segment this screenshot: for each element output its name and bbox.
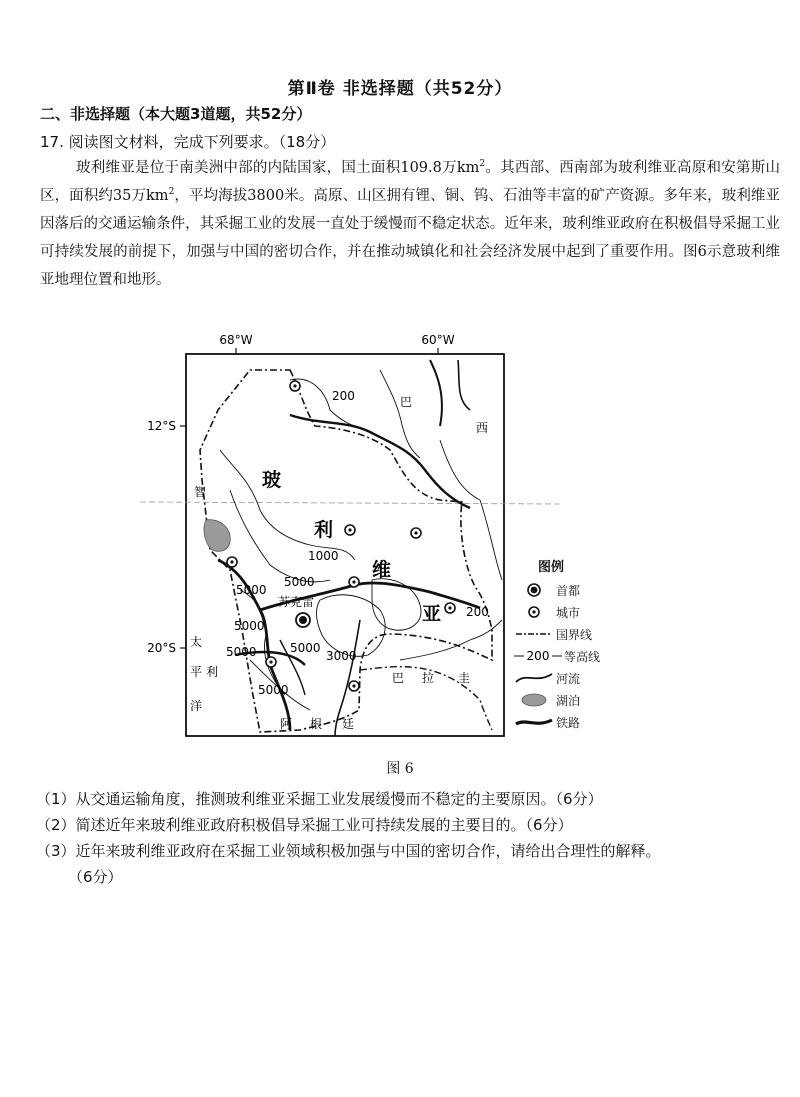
legend-label-river: 河流 (556, 671, 581, 686)
contour-label-2: 1000 (308, 549, 339, 563)
section-heading: 二、非选择题（本大题3道题，共52分） (40, 105, 312, 123)
contour-line-icon (512, 646, 564, 666)
sub-question-1: （1）从交通运输角度，推测玻利维亚采掘工业发展缓慢而不稳定的主要原因。（6分） (36, 790, 603, 808)
legend-row-railway (512, 711, 642, 733)
lat-12s: 12°S (147, 419, 176, 433)
chile-char-1: 智 (194, 485, 207, 499)
lon-60w: 60°W (421, 333, 455, 347)
contour-label-9: 5000 (258, 683, 289, 697)
river-icon (512, 668, 556, 688)
contour-label-3: 5000 (284, 575, 315, 589)
paraguay-char-3: 圭 (458, 671, 471, 685)
map-legend (512, 556, 642, 733)
question-stem: 17. 阅读图文材料，完成下列要求。（18分） (40, 133, 336, 151)
material-paragraph (40, 154, 780, 294)
superscript-1: 2 (479, 159, 486, 170)
contour-label-1: 200 (332, 389, 355, 403)
sub-question-3: （3）近年来玻利维亚政府在采掘工业领域积极加强与中国的密切合作，请给出合理性的解释。 (36, 842, 661, 860)
river-northeast (430, 360, 442, 426)
legend-title: 图例 (538, 560, 565, 575)
lake-icon (512, 690, 556, 710)
part-title: 第Ⅱ卷 非选择题（共52分） (287, 79, 513, 99)
argentina-char-1: 阿 (280, 717, 293, 731)
paraguay-char-2: 拉 (422, 671, 435, 685)
legend-row-capital (512, 579, 642, 601)
country-char-4: 亚 (422, 603, 442, 625)
legend-row-border (512, 623, 642, 645)
contour-1000 (220, 450, 355, 560)
contour-label-7: 5000 (290, 641, 321, 655)
para-text-2: 。其西部、西南部为玻利维亚高原和安第斯山区，面积约35万km (40, 160, 781, 204)
contour-label-4: 5000 (236, 583, 267, 597)
city-markers (227, 381, 455, 691)
country-char-2: 利 (314, 519, 334, 541)
legend-row-river (512, 667, 642, 689)
para-text-1: 玻利维亚是位于南美洲中部的内陆国家，国土面积109.8万km (76, 160, 480, 176)
map-frame (186, 354, 504, 736)
river-ne2 (458, 360, 470, 410)
contour-label-5: 5000 (234, 619, 265, 633)
legend-label-railway: 铁路 (556, 715, 581, 730)
sub-question-3-score: （6分） (68, 868, 123, 886)
country-char-1: 玻 (262, 469, 282, 491)
legend-label-contour: 等高线 (564, 649, 601, 664)
paraguay-char-1: 巴 (392, 671, 405, 685)
contour-north-2 (380, 370, 420, 458)
argentina-char-2: 根 (310, 717, 323, 731)
pacific-char-3: 洋 (190, 699, 203, 713)
sub-question-2: （2）简述近年来玻利维亚政府积极倡导采掘工业可持续发展的主要目的。（6分） (36, 816, 573, 834)
legend-label-city: 城市 (556, 605, 581, 620)
sub-questions (36, 786, 786, 890)
contour-label-6: 5000 (226, 645, 257, 659)
country-char-3: 维 (372, 559, 392, 581)
brazil-char-1: 巴 (400, 395, 413, 409)
legend-contour-value: 200 (526, 649, 550, 663)
legend-label-capital: 首都 (556, 583, 581, 598)
capital-icon (512, 580, 556, 600)
para-text-3: ，平均海拔3800米。高原、山区拥有锂、铜、钨、石油等丰富的矿产资源。多年来，玻利维亚因落后的交通运输条件，其采掘工业的发展一直处于缓慢而不稳定状态。近年来，玻利维亚政府在积极倡导采掘工业可持续发展的前提下，加强与中国的密切合作，并在推动城镇化和社会经济发展中起到了重要作用。图6示意玻利维亚地理位置和地形。 (40, 188, 780, 288)
pacific-char-1: 太 (190, 635, 203, 649)
pacific-char-2: 平 (190, 665, 203, 679)
brazil-char-2: 西 (476, 421, 489, 435)
legend-row-city (512, 601, 642, 623)
chile-char-2: 利 (206, 665, 219, 679)
scan-line (140, 502, 560, 504)
railway-icon (512, 712, 556, 732)
contour-3000 (316, 595, 385, 657)
border-line-icon (512, 624, 556, 644)
contour-label-10: 200 (466, 605, 489, 619)
lake-titicaca (204, 520, 230, 552)
contour-label-8: 3000 (326, 649, 357, 663)
legend-row-contour (512, 645, 642, 667)
legend-row-lake (512, 689, 642, 711)
lat-20s: 20°S (147, 641, 176, 655)
contour-200-east (400, 620, 502, 660)
capital-marker (296, 613, 310, 627)
legend-label-lake: 湖泊 (556, 693, 581, 708)
contour-east (440, 440, 502, 580)
capital-label: 苏克雷 (278, 595, 315, 609)
superscript-2: 2 (168, 187, 175, 198)
figure-caption: 图 6 (386, 761, 414, 777)
legend-label-border: 国界线 (556, 627, 593, 642)
city-icon (512, 602, 556, 622)
river-north (290, 415, 470, 508)
argentina-char-3: 廷 (342, 717, 355, 731)
figure-6-map (140, 330, 700, 750)
lon-68w: 68°W (219, 333, 253, 347)
